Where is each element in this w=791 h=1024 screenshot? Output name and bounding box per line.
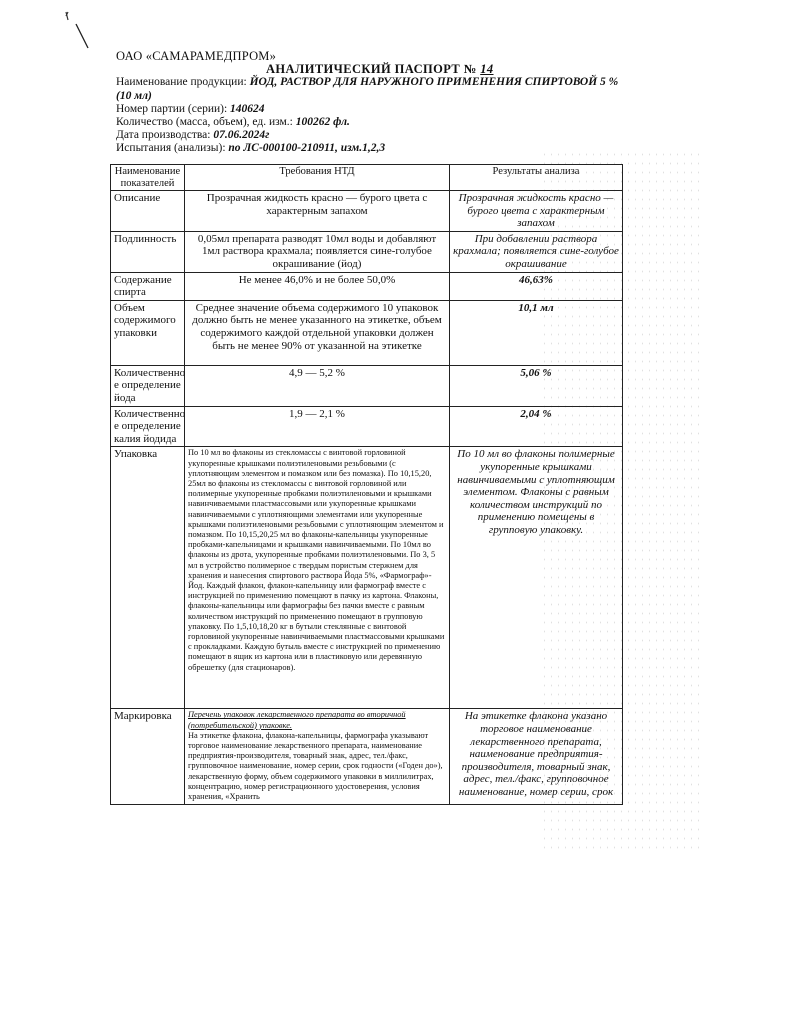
row-requirement: Не менее 46,0% и не более 50,0% xyxy=(185,272,450,300)
tests-label: Испытания (анализы): xyxy=(116,142,226,155)
quantity-field xyxy=(116,116,636,129)
passport-number: 14 xyxy=(480,62,494,77)
row-result: 10,1 мл xyxy=(450,300,623,365)
date-field xyxy=(116,129,636,142)
row-result: 2,04 % xyxy=(450,406,623,447)
table-row xyxy=(111,191,623,232)
row-result: 5,06 % xyxy=(450,365,623,406)
row-name: Описание xyxy=(111,191,185,232)
product-value: ЙОД, РАСТВОР ДЛЯ НАРУЖНОГО ПРИМЕНЕНИЯ СПИРТОВОЙ 5 % xyxy=(249,76,619,89)
product-label: Наименование продукции: xyxy=(116,76,247,89)
product-field xyxy=(116,76,636,89)
row-name: Количественно е определение калия йодида xyxy=(111,406,185,447)
row-requirement: 1,9 — 2,1 % xyxy=(185,406,450,447)
table-row xyxy=(111,447,623,709)
row-name: Объем содержимого упаковки xyxy=(111,300,185,365)
row-result: При добавлении раствора крахмала; появляется сине-голубое окрашивание xyxy=(450,231,623,272)
table-row xyxy=(111,272,623,300)
analysis-table xyxy=(110,164,623,805)
tests-field xyxy=(116,142,636,155)
date-value: 07.06.2024г xyxy=(213,129,270,142)
organization-name: ОАО «САМАРАМЕДПРОМ» xyxy=(116,49,277,63)
document-title xyxy=(266,63,636,76)
batch-label: Номер партии (серии): xyxy=(116,102,228,115)
row-name: Подлинность xyxy=(111,231,185,272)
row-requirement: На этикетке флакона, флакона-капельницы, фармографа указывают торговое наименование лекарственного препарата, наименование предприятия-производителя, товарный знак, адрес, тел./факс, групповочное наименование, номер серии, срок годности («Годен до»), лекарственную форму, объем содержимого упаковки в миллилитрах, концентрацию, номер регистрационного удостоверения, условия хранения, «Хранить xyxy=(188,730,443,801)
marking-heading: Перечень упаковок лекарственного препарата во вторичной (потребительской) упаковке. xyxy=(188,710,406,730)
row-requirement: Среднее значение объема содержимого 10 упаковок должно быть не менее указанного на этикетке, объем содержимого каждой отдельной упаковки должен быть не менее 90% от указанной на этикетке xyxy=(185,300,450,365)
header-requirements: Требования НТД xyxy=(185,165,450,191)
row-result: По 10 мл во флаконы полимерные укупоренные крышками навинчиваемыми с уплотняющим элементом. Флаконы с равным количеством инструкций по применению помещены в групповую упаковку. xyxy=(450,447,623,709)
date-label: Дата производства: xyxy=(116,129,211,142)
table-row xyxy=(111,709,623,805)
quantity-label: Количество (масса, объем), ед. изм.: xyxy=(116,116,293,129)
header-results: Результаты анализа xyxy=(450,165,623,191)
row-name: Количественно е определение йода xyxy=(111,365,185,406)
table-row xyxy=(111,231,623,272)
table-row xyxy=(111,365,623,406)
row-requirement: По 10 мл во флаконы из стекломассы с винтовой горловиной укупоренные крышками полиэтиленовыми резьбовыми (с уплотняющим элементом и помазком или без помазка). По 10,15,20, 25мл во флаконы из стекломассы с винтовой горловиной или полимерные укупоренные пробками полиэтиленовыми и крышками навинчиваемыми пластмассовыми или укупоренные крышками навинчиваемыми с уплотняющими элементами или укупоренные крышками полиэтиленовыми резьбовыми с уплотняющим элементом и помазком. По 10,15,20,25 мл во флаконы-капельницы укупоренные пробками-капельницами и крышками навинчиваемыми. По 10мл во флаконы из дрота, укупоренные пробками полиэтиленовыми. По 3, 5 мл в устройство полимерное с твердым пористым стержнем для хранения и нанесения спиртового раствора Йода 5%, «Фармограф»-Йод. Каждый флакон, флакон-капельницу или фармограф вместе с инструкцией по применению помещают в пачку из картона. Флаконы, флаконы-капельницы или фармографы без пачки вместе с равным количеством инструкций по применению помещают в групповую упаковку. По 1,5,10,18,20 кг в бутыли стеклянные с винтовой горловиной укупоренные навинчиваемыми пластмассовыми крышками с прокладками. Каждую бутыль вместе с инструкцией по применению помещают в ящик из картона или в пластиковую или деревянную обрешетку (для стационаров). xyxy=(185,447,450,709)
batch-field xyxy=(116,103,636,116)
document-header xyxy=(116,50,636,156)
row-name: Маркировка xyxy=(111,709,185,805)
tests-value: по ЛС-000100-210911, изм.1,2,3 xyxy=(228,142,386,155)
row-name: Содержание спирта xyxy=(111,272,185,300)
row-requirement-cell xyxy=(185,709,450,805)
header-name: Наименование показателей xyxy=(111,165,185,191)
row-requirement: Прозрачная жидкость красно — бурого цвета с характерным запахом xyxy=(185,191,450,232)
row-result: На этикетке флакона указано торговое наименование лекарственного препарата, наименование предприятия-производителя, товарный знак, адрес, тел./факс, групповочное наименование, номер серии, срок xyxy=(450,709,623,805)
row-result: Прозрачная жидкость красно — бурого цвета с характерным запахом xyxy=(450,191,623,232)
pen-mark-icon xyxy=(62,10,92,50)
quantity-value: 100262 фл. xyxy=(295,116,350,129)
batch-value: 140624 xyxy=(230,102,265,115)
row-requirement: 0,05мл препарата разводят 10мл воды и добавляют 1мл раствора крахмала; появляется сине-голубое окрашивание (йод) xyxy=(185,231,450,272)
table-row xyxy=(111,406,623,447)
product-volume: (10 мл) xyxy=(116,89,152,102)
table-header-row xyxy=(111,165,623,191)
table-row xyxy=(111,300,623,365)
title-prefix: АНАЛИТИЧЕСКИЙ ПАСПОРТ № xyxy=(266,62,477,77)
product-volume-field xyxy=(116,90,636,103)
row-name: Упаковка xyxy=(111,447,185,709)
row-requirement: 4,9 — 5,2 % xyxy=(185,365,450,406)
row-result: 46,63% xyxy=(450,272,623,300)
